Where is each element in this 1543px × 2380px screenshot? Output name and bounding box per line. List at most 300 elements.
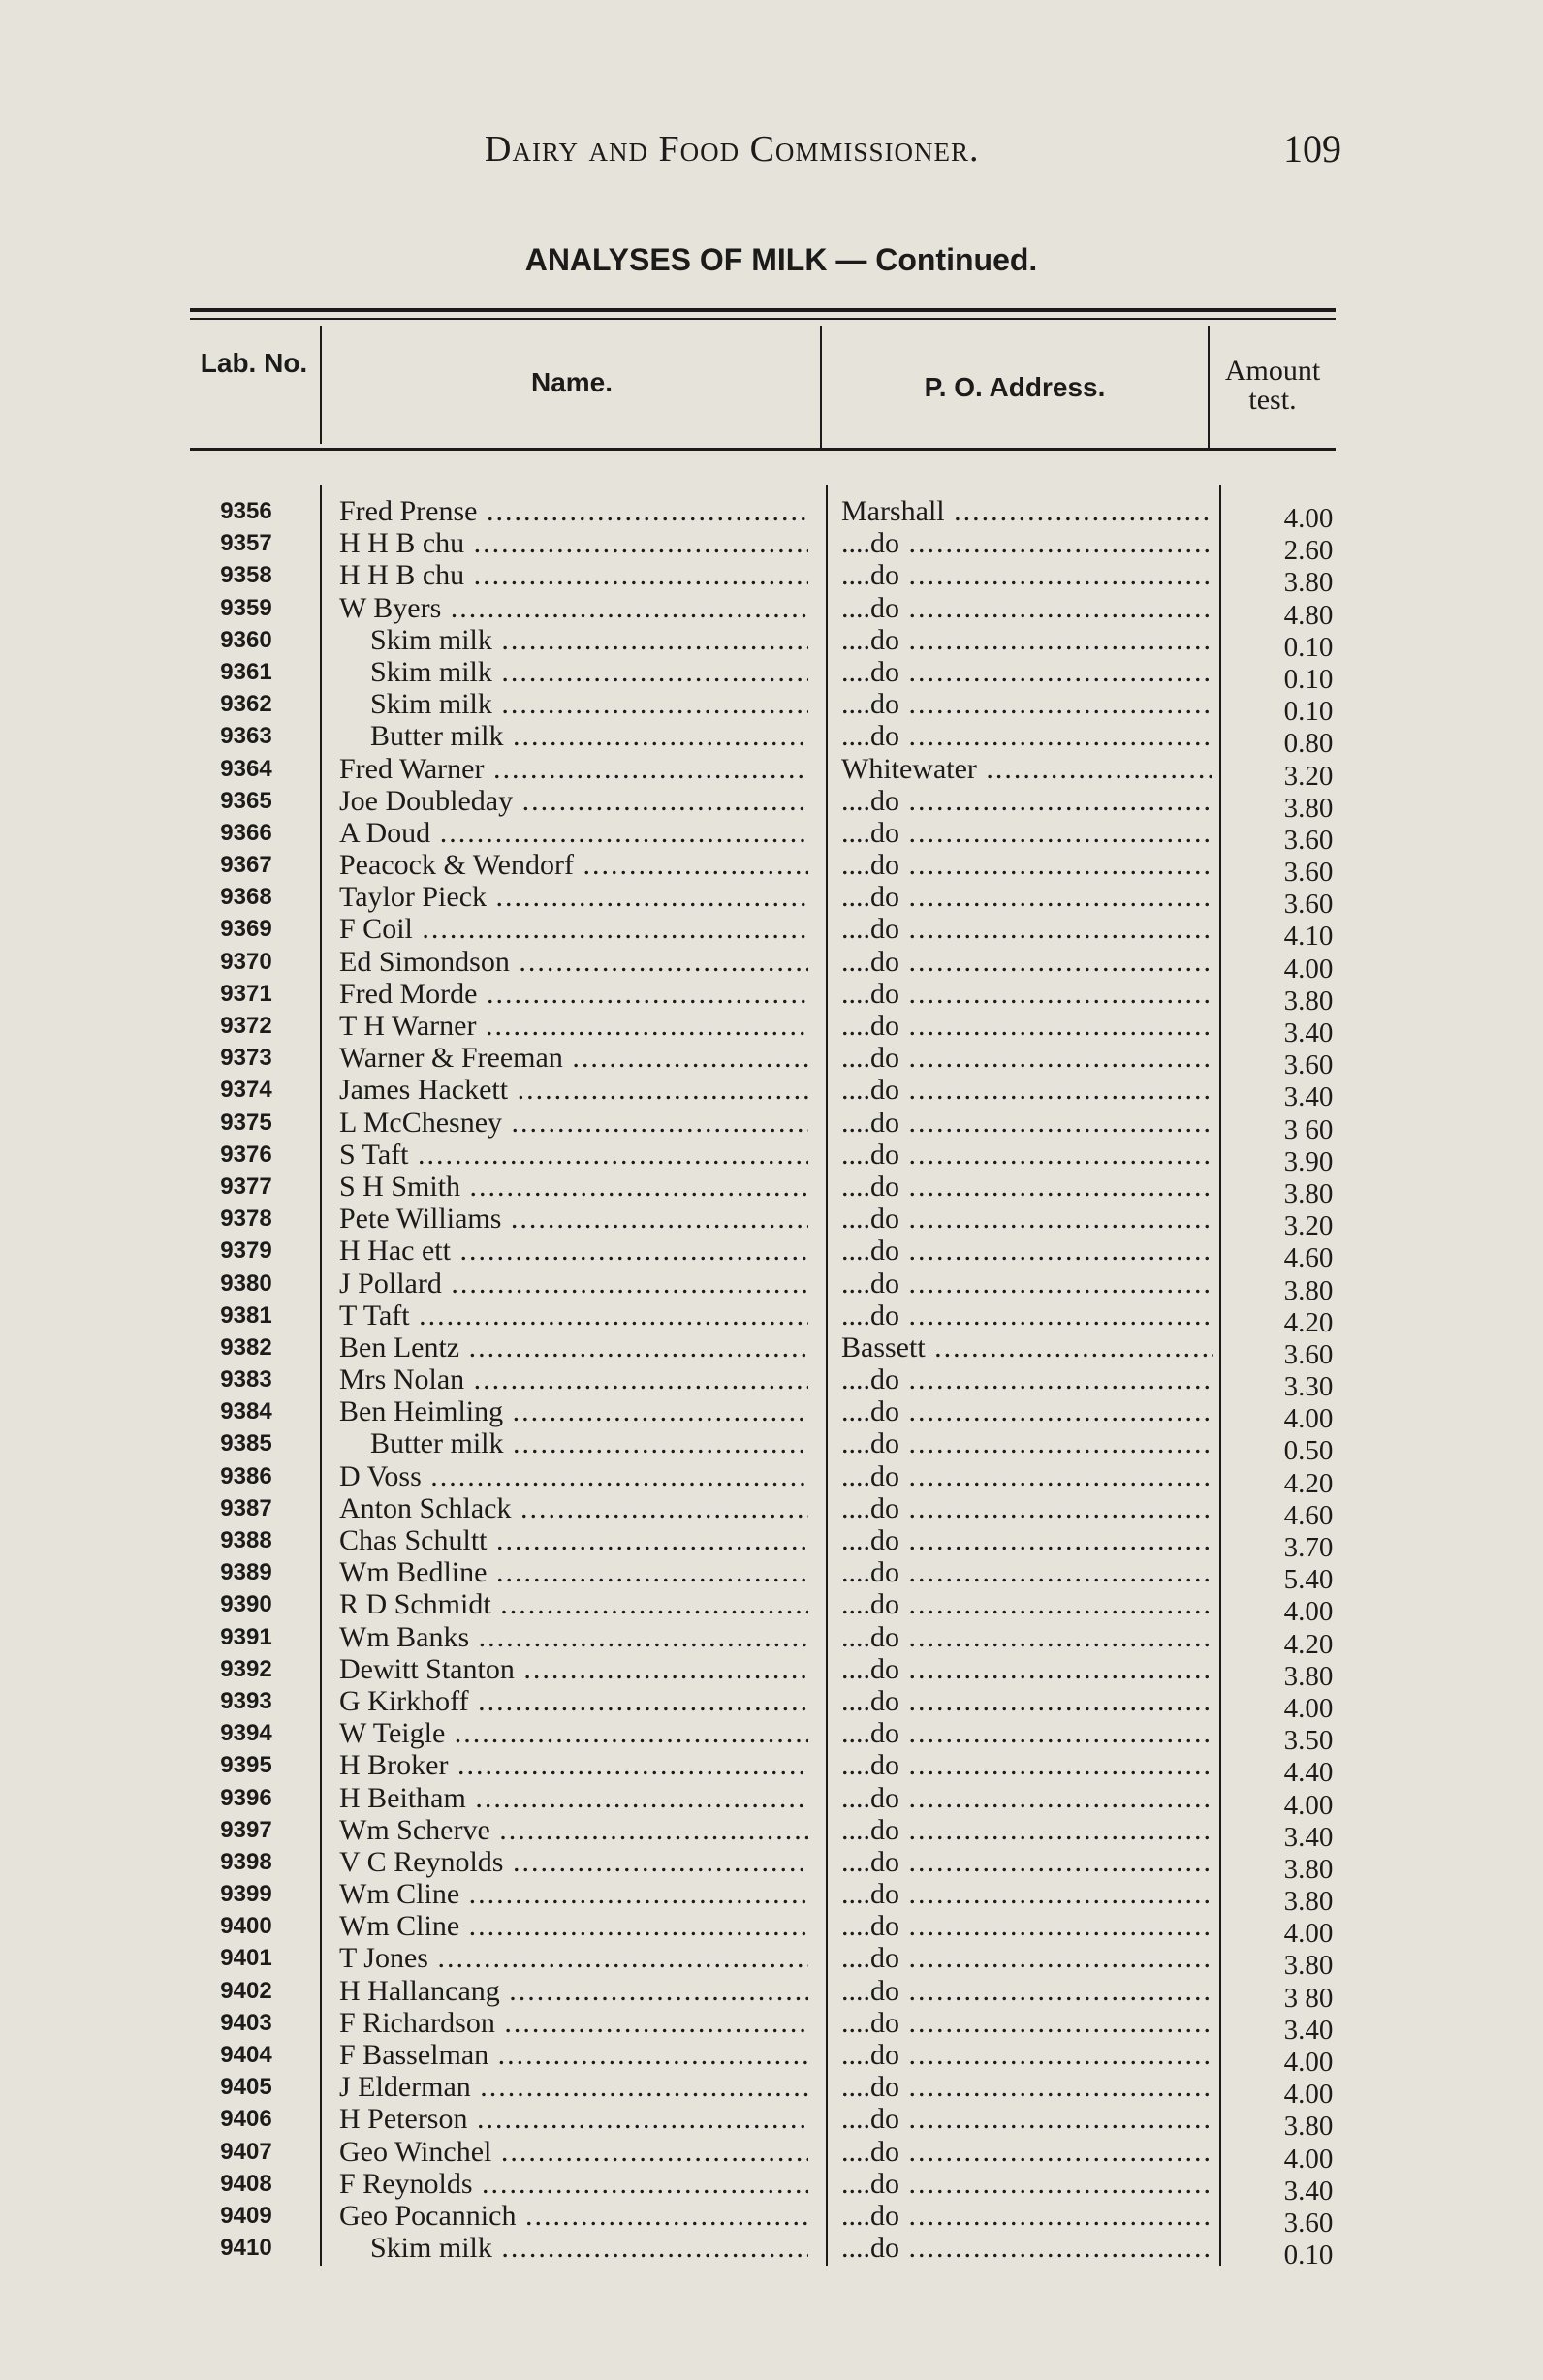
- lab-number: 9369: [220, 916, 272, 943]
- sample-name: [339, 1107, 808, 1139]
- amount-test: 4.00: [1283, 953, 1334, 985]
- sample-name: [339, 753, 808, 785]
- name-text: F Basselman .....: [339, 2039, 808, 2071]
- table-row: [0, 849, 1543, 889]
- post-office-address: [841, 1942, 1213, 1974]
- table-row: [0, 623, 1543, 663]
- post-office-address: [841, 1300, 1213, 1331]
- amount-test: 3.60: [1283, 824, 1334, 856]
- address-text: ....do .....: [841, 1717, 1213, 1749]
- lab-number: 9389: [220, 1559, 272, 1586]
- amount-test: 3.80: [1283, 1660, 1334, 1692]
- name-text: Fred Prense .....: [339, 495, 808, 527]
- lab-number: 9358: [220, 562, 272, 589]
- lab-number: 9386: [220, 1462, 272, 1489]
- address-text: ....do .....: [841, 1203, 1213, 1235]
- name-text: Taylor Pieck .....: [339, 881, 808, 913]
- sample-name: [339, 1685, 808, 1717]
- table-row: [0, 1138, 1543, 1177]
- lab-number: 9381: [220, 1301, 272, 1329]
- amount-test: 4.00: [1283, 2047, 1334, 2078]
- lab-number: 9380: [220, 1269, 272, 1297]
- address-text: Marshall .....: [841, 495, 1213, 527]
- lab-number: 9401: [220, 1945, 272, 1972]
- lab-number: 9405: [220, 2074, 272, 2101]
- lab-number: 9397: [220, 1816, 272, 1843]
- amount-test: 4.60: [1283, 1242, 1334, 1274]
- name-text: V C Reynolds .....: [339, 1846, 808, 1878]
- lab-number: 9392: [220, 1655, 272, 1682]
- address-text: ....do .....: [841, 1042, 1213, 1074]
- address-text: ....do .....: [841, 946, 1213, 978]
- lab-number: 9384: [220, 1398, 272, 1425]
- table-row: [0, 2039, 1543, 2078]
- address-text: ....do .....: [841, 1942, 1213, 1974]
- address-text: ....do .....: [841, 1878, 1213, 1910]
- table-row: [0, 1652, 1543, 1692]
- post-office-address: [841, 2168, 1213, 2200]
- sample-name: [339, 592, 808, 624]
- lab-number: 9400: [220, 1913, 272, 1940]
- table-row: [0, 527, 1543, 567]
- sample-name: [370, 688, 808, 720]
- post-office-address: [841, 1171, 1213, 1203]
- name-text: Joe Doubleday .....: [339, 785, 808, 817]
- sample-name: [339, 1942, 808, 1974]
- lab-number: 9387: [220, 1494, 272, 1521]
- lab-number: 9404: [220, 2042, 272, 2068]
- name-text: Skim milk .....: [370, 688, 808, 720]
- name-text: Skim milk .....: [370, 2232, 808, 2264]
- address-text: ....do .....: [841, 1074, 1213, 1106]
- sample-name: [339, 1588, 808, 1620]
- name-text: Mrs Nolan .....: [339, 1363, 808, 1395]
- amount-test: 3.80: [1283, 1274, 1334, 1306]
- name-text: Ben Lentz .....: [339, 1331, 808, 1363]
- address-text: Whitewater .....: [841, 753, 1213, 785]
- table-top-rule-thin: [190, 318, 1336, 320]
- amount-test: 3.90: [1283, 1145, 1334, 1177]
- table-row: [0, 1203, 1543, 1242]
- lab-number: 9378: [220, 1206, 272, 1233]
- address-text: ....do .....: [841, 2200, 1213, 2232]
- name-text: R D Schmidt .....: [339, 1588, 808, 1620]
- name-text: L McChesney .....: [339, 1107, 808, 1139]
- post-office-address: [841, 1588, 1213, 1620]
- address-text: ....do .....: [841, 592, 1213, 624]
- address-text: ....do .....: [841, 1010, 1213, 1042]
- sample-name: [339, 1171, 808, 1203]
- name-text: J Elderman .....: [339, 2071, 808, 2103]
- address-text: ....do .....: [841, 1749, 1213, 1781]
- sample-name: [339, 1042, 808, 1074]
- address-text: ....do .....: [841, 849, 1213, 881]
- sample-name: [339, 1814, 808, 1846]
- post-office-address: [841, 2071, 1213, 2103]
- address-text: ....do .....: [841, 2136, 1213, 2168]
- table-row: [0, 2167, 1543, 2207]
- table-row: [0, 2232, 1543, 2271]
- sample-name: [339, 1395, 808, 1427]
- post-office-address: [841, 1717, 1213, 1749]
- lab-number: 9367: [220, 852, 272, 879]
- name-text: Chas Schultt .....: [339, 1524, 808, 1556]
- table-row: [0, 1620, 1543, 1660]
- lab-number: 9409: [220, 2202, 272, 2229]
- address-text: ....do .....: [841, 2007, 1213, 2039]
- table-row: [0, 1331, 1543, 1370]
- post-office-address: [841, 495, 1213, 527]
- post-office-address: [841, 1878, 1213, 1910]
- name-text: F Richardson .....: [339, 2007, 808, 2039]
- table-row: [0, 688, 1543, 728]
- name-text: H H B chu .....: [339, 559, 808, 591]
- table-row: [0, 977, 1543, 1017]
- amount-test: 3.60: [1283, 857, 1334, 889]
- lab-number: 9360: [220, 626, 272, 653]
- amount-test: 4.00: [1283, 1918, 1334, 1950]
- table-row: [0, 945, 1543, 985]
- post-office-address: [841, 592, 1213, 624]
- table-row: [0, 1170, 1543, 1209]
- address-text: ....do .....: [841, 2168, 1213, 2200]
- amount-test: 4.60: [1283, 1499, 1334, 1531]
- sample-name: [339, 1878, 808, 1910]
- table-row: [0, 881, 1543, 921]
- sample-name: [339, 1010, 808, 1042]
- amount-test: 3.60: [1283, 1338, 1334, 1370]
- name-text: Anton Schlack .....: [339, 1492, 808, 1524]
- address-text: ....do .....: [841, 1814, 1213, 1846]
- name-text: Ed Simondson .....: [339, 946, 808, 978]
- amount-test: 0.10: [1283, 2239, 1334, 2271]
- post-office-address: [841, 1203, 1213, 1235]
- table-row: [0, 2071, 1543, 2111]
- address-text: Bassett .....: [841, 1331, 1213, 1363]
- sample-name: [339, 495, 808, 527]
- amount-test: 4.20: [1283, 1628, 1334, 1660]
- sample-name: [339, 2103, 808, 2135]
- amount-test: 4.40: [1283, 1757, 1334, 1789]
- post-office-address: [841, 1653, 1213, 1685]
- amount-test: 3.50: [1283, 1725, 1334, 1757]
- sample-name: [339, 2200, 808, 2232]
- amount-test: 3.80: [1283, 567, 1334, 599]
- name-text: W Byers .....: [339, 592, 808, 624]
- lab-number: 9357: [220, 530, 272, 557]
- amount-test: 4.00: [1283, 2143, 1334, 2175]
- lab-number: 9363: [220, 723, 272, 750]
- table-row: [0, 1588, 1543, 1628]
- sample-name: [339, 1717, 808, 1749]
- name-text: F Coil .....: [339, 913, 808, 945]
- lab-number: 9376: [220, 1141, 272, 1168]
- post-office-address: [841, 1492, 1213, 1524]
- address-text: ....do .....: [841, 1975, 1213, 2007]
- name-text: Peacock & Wendorf .....: [339, 849, 808, 881]
- post-office-address: [841, 1268, 1213, 1300]
- lab-number: 9377: [220, 1173, 272, 1200]
- post-office-address: [841, 881, 1213, 913]
- table-row: [0, 2006, 1543, 2046]
- name-text: Wm Scherve .....: [339, 1814, 808, 1846]
- amount-test: 3.80: [1283, 1853, 1334, 1885]
- amount-test: 0.10: [1283, 696, 1334, 728]
- sample-name: [339, 1653, 808, 1685]
- address-text: ....do .....: [841, 624, 1213, 656]
- name-text: H Beitham .....: [339, 1782, 808, 1814]
- lab-number: 9402: [220, 1977, 272, 2004]
- address-text: ....do .....: [841, 1363, 1213, 1395]
- address-text: ....do .....: [841, 720, 1213, 752]
- name-text: Skim milk .....: [370, 656, 808, 688]
- address-text: ....do .....: [841, 1395, 1213, 1427]
- address-text: ....do .....: [841, 1460, 1213, 1492]
- table-row: [0, 1299, 1543, 1338]
- sample-name: [339, 1782, 808, 1814]
- amount-test: 3.20: [1283, 1210, 1334, 1242]
- table-row: [0, 752, 1543, 792]
- post-office-address: [841, 849, 1213, 881]
- amount-test: 3.20: [1283, 760, 1334, 792]
- table-row: [0, 1749, 1543, 1789]
- name-text: Warner & Freeman .....: [339, 1042, 808, 1074]
- amount-test: 3.40: [1283, 2175, 1334, 2207]
- table-row: [0, 655, 1543, 695]
- post-office-address: [841, 913, 1213, 945]
- post-office-address: [841, 624, 1213, 656]
- amount-test: 3.70: [1283, 1532, 1334, 1563]
- post-office-address: [841, 688, 1213, 720]
- post-office-address: [841, 1910, 1213, 1942]
- name-text: H H B chu .....: [339, 527, 808, 559]
- post-office-address: [841, 1621, 1213, 1653]
- header-divider: [820, 326, 822, 450]
- amount-test: 4.00: [1283, 503, 1334, 534]
- name-text: W Teigle .....: [339, 1717, 808, 1749]
- table-row: [0, 1267, 1543, 1306]
- name-text: A Doud .....: [339, 817, 808, 849]
- sample-name: [370, 624, 808, 656]
- sample-name: [339, 1300, 808, 1331]
- name-text: Fred Morde .....: [339, 978, 808, 1010]
- lab-number: 9371: [220, 980, 272, 1007]
- table-row: [0, 1845, 1543, 1885]
- name-text: Wm Bedline .....: [339, 1556, 808, 1588]
- table-row: [0, 816, 1543, 856]
- address-text: ....do .....: [841, 1427, 1213, 1459]
- address-text: ....do .....: [841, 1782, 1213, 1814]
- table-row: [0, 1459, 1543, 1499]
- amount-test: 4.80: [1283, 599, 1334, 631]
- lab-number: 9388: [220, 1527, 272, 1553]
- address-text: ....do .....: [841, 688, 1213, 720]
- post-office-address: [841, 1460, 1213, 1492]
- sample-name: [370, 2232, 808, 2264]
- table-row: [0, 1395, 1543, 1435]
- address-text: ....do .....: [841, 978, 1213, 1010]
- lab-number: 9396: [220, 1784, 272, 1811]
- lab-number: 9385: [220, 1430, 272, 1457]
- name-text: H Peterson .....: [339, 2103, 808, 2135]
- table-row: [0, 1524, 1543, 1563]
- name-text: J Pollard .....: [339, 1268, 808, 1300]
- post-office-address: [841, 1427, 1213, 1459]
- table-row: [0, 1781, 1543, 1821]
- post-office-address: [841, 785, 1213, 817]
- address-text: ....do .....: [841, 1910, 1213, 1942]
- amount-test: 3.80: [1283, 792, 1334, 824]
- table-row: [0, 1684, 1543, 1724]
- table-row: [0, 1106, 1543, 1145]
- address-text: ....do .....: [841, 2039, 1213, 2071]
- name-text: S H Smith .....: [339, 1171, 808, 1203]
- name-text: Butter milk .....: [370, 1427, 808, 1459]
- post-office-address: [841, 1846, 1213, 1878]
- lab-number: 9391: [220, 1623, 272, 1650]
- post-office-address: [841, 1395, 1213, 1427]
- lab-number: 9406: [220, 2106, 272, 2133]
- table-row: [0, 1910, 1543, 1950]
- amount-test: 3.80: [1283, 1177, 1334, 1209]
- amount-test: 3.30: [1283, 1371, 1334, 1403]
- table-row: [0, 1974, 1543, 2014]
- amount-test: 3.40: [1283, 1081, 1334, 1113]
- sample-name: [339, 1846, 808, 1878]
- address-text: ....do .....: [841, 881, 1213, 913]
- sample-name: [339, 1139, 808, 1171]
- table-row: [0, 2103, 1543, 2143]
- table-row: [0, 1878, 1543, 1918]
- lab-number: 9390: [220, 1591, 272, 1618]
- amount-test: 3.40: [1283, 1018, 1334, 1049]
- amount-test: 3.60: [1283, 889, 1334, 921]
- table-row: [0, 1813, 1543, 1853]
- post-office-address: [841, 1042, 1213, 1074]
- column-header-name: Name.: [530, 367, 614, 397]
- name-text: Fred Warner .....: [339, 753, 808, 785]
- post-office-address: [841, 753, 1213, 785]
- post-office-address: [841, 2232, 1213, 2264]
- running-title: Dairy and Food Commissioner.: [485, 129, 980, 170]
- lab-number: 9368: [220, 884, 272, 911]
- post-office-address: [841, 1685, 1213, 1717]
- post-office-address: [841, 817, 1213, 849]
- sample-name: [339, 2007, 808, 2039]
- sample-name: [339, 527, 808, 559]
- address-text: ....do .....: [841, 527, 1213, 559]
- lab-number: 9362: [220, 691, 272, 718]
- lab-number: 9410: [220, 2235, 272, 2262]
- post-office-address: [841, 1010, 1213, 1042]
- sample-name: [339, 2039, 808, 2071]
- sample-name: [339, 849, 808, 881]
- address-text: ....do .....: [841, 1268, 1213, 1300]
- address-text: ....do .....: [841, 1621, 1213, 1653]
- address-text: ....do .....: [841, 1492, 1213, 1524]
- amount-test: 0.80: [1283, 728, 1334, 760]
- table-row: [0, 1427, 1543, 1467]
- lab-number: 9394: [220, 1720, 272, 1747]
- post-office-address: [841, 1556, 1213, 1588]
- table-row: [0, 1556, 1543, 1596]
- address-text: ....do .....: [841, 656, 1213, 688]
- table-row: [0, 1942, 1543, 1982]
- name-text: H Broker .....: [339, 1749, 808, 1781]
- lab-number: 9361: [220, 658, 272, 685]
- lab-number: 9375: [220, 1109, 272, 1136]
- name-text: S Taft .....: [339, 1139, 808, 1171]
- amount-test: 3.80: [1283, 2111, 1334, 2143]
- sample-name: [339, 1621, 808, 1653]
- sample-name: [339, 1975, 808, 2007]
- sample-name: [339, 785, 808, 817]
- post-office-address: [841, 2200, 1213, 2232]
- column-header-address: P. O. Address.: [924, 372, 1106, 402]
- post-office-address: [841, 2103, 1213, 2135]
- lab-number: 9382: [220, 1333, 272, 1361]
- sample-name: [339, 1203, 808, 1235]
- address-text: ....do .....: [841, 1685, 1213, 1717]
- name-text: Geo Pocannich .....: [339, 2200, 808, 2232]
- amount-test: 4.00: [1283, 1789, 1334, 1821]
- lab-number: 9383: [220, 1366, 272, 1394]
- table-row: [0, 1363, 1543, 1403]
- post-office-address: [841, 1331, 1213, 1363]
- sample-name: [339, 1749, 808, 1781]
- address-text: ....do .....: [841, 1556, 1213, 1588]
- post-office-address: [841, 656, 1213, 688]
- address-text: ....do .....: [841, 1300, 1213, 1331]
- post-office-address: [841, 1074, 1213, 1106]
- amount-test: 4.10: [1283, 921, 1334, 953]
- sample-name: [339, 881, 808, 913]
- address-text: ....do .....: [841, 817, 1213, 849]
- sample-name: [339, 2071, 808, 2103]
- sample-name: [339, 2168, 808, 2200]
- post-office-address: [841, 1107, 1213, 1139]
- table-row: [0, 1042, 1543, 1081]
- sample-name: [339, 978, 808, 1010]
- address-text: ....do .....: [841, 1846, 1213, 1878]
- address-text: ....do .....: [841, 785, 1213, 817]
- table-row: [0, 2199, 1543, 2239]
- name-text: Dewitt Stanton .....: [339, 1653, 808, 1685]
- sample-name: [339, 946, 808, 978]
- name-text: James Hackett .....: [339, 1074, 808, 1106]
- name-text: Wm Banks .....: [339, 1621, 808, 1653]
- post-office-address: [841, 946, 1213, 978]
- table-row: [0, 495, 1543, 534]
- address-text: ....do .....: [841, 1588, 1213, 1620]
- post-office-address: [841, 2136, 1213, 2168]
- table-row: [0, 1074, 1543, 1113]
- sample-name: [370, 1427, 808, 1459]
- lab-number: 9374: [220, 1077, 272, 1104]
- amount-test: 5.40: [1283, 1564, 1334, 1596]
- column-header-amount: Amount test.: [1224, 355, 1321, 416]
- name-text: T Taft .....: [339, 1300, 808, 1331]
- address-text: ....do .....: [841, 1171, 1213, 1203]
- lab-number: 9359: [220, 594, 272, 621]
- amount-test: 4.20: [1283, 1467, 1334, 1499]
- header-divider: [320, 326, 322, 444]
- post-office-address: [841, 720, 1213, 752]
- post-office-address: [841, 1524, 1213, 1556]
- analysis-rows: [0, 495, 1543, 2271]
- lab-number: 9393: [220, 1687, 272, 1714]
- amount-test: 4.00: [1283, 1692, 1334, 1724]
